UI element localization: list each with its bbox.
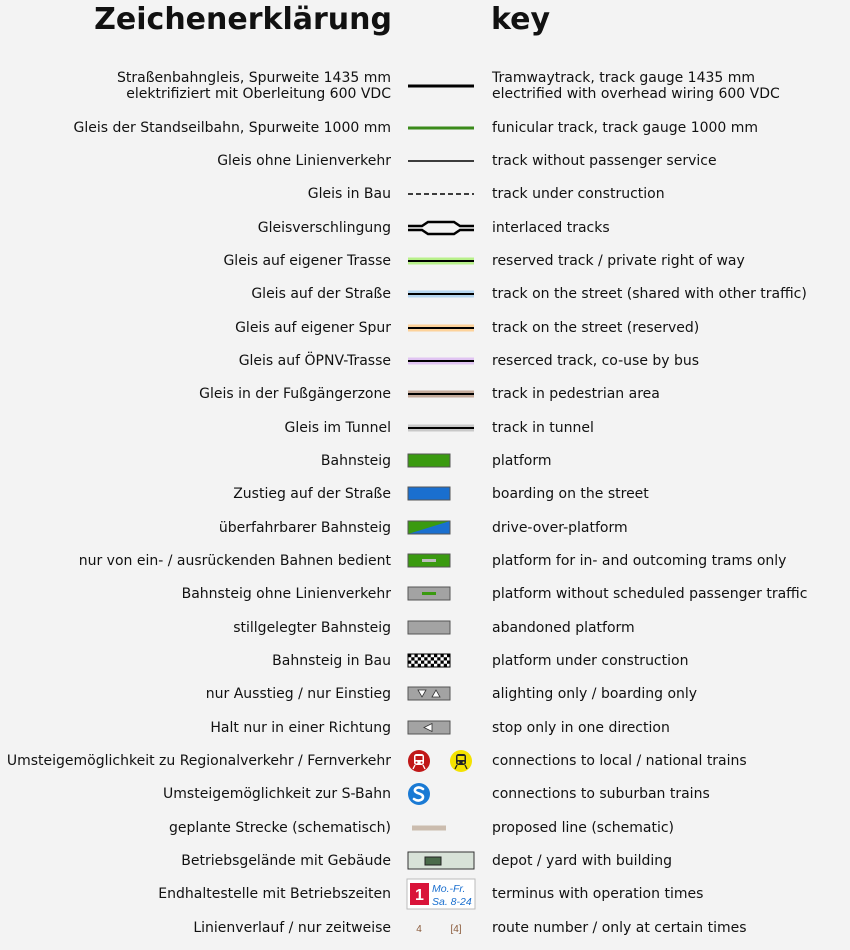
label-german <box>219 520 391 536</box>
label-german <box>181 853 391 869</box>
label-english <box>492 253 745 269</box>
legend-row <box>0 448 850 474</box>
label-german <box>233 486 391 502</box>
label-english-line: connections to suburban trains <box>492 786 710 802</box>
track-under-construction-icon <box>406 181 476 207</box>
label-german <box>235 320 391 336</box>
label-german <box>182 586 391 602</box>
label-english <box>492 153 717 169</box>
legend-row <box>0 781 850 807</box>
label-german-line: Linienverlauf / nur zeitweise <box>193 920 391 936</box>
title-english: key <box>491 2 551 37</box>
label-english-line: track in pedestrian area <box>492 386 660 402</box>
label-german <box>308 186 391 202</box>
label-german <box>210 720 391 736</box>
funicular-track-icon <box>406 115 476 141</box>
label-english <box>492 520 628 536</box>
label-german <box>79 553 391 569</box>
legend-row <box>0 581 850 607</box>
label-german <box>158 886 391 902</box>
legend-row <box>0 715 850 741</box>
legend-row <box>0 148 850 174</box>
legend-row <box>0 815 850 841</box>
label-english-line: boarding on the street <box>492 486 649 502</box>
label-english-line: drive-over-platform <box>492 520 628 536</box>
label-english <box>492 753 747 769</box>
route-number-regular: 4 <box>416 924 422 935</box>
terminus-times-icon <box>406 881 476 907</box>
route-number-partial: [4] <box>450 924 462 935</box>
label-german <box>117 70 391 102</box>
legend-row <box>0 248 850 274</box>
label-english <box>492 220 610 236</box>
label-english-line: alighting only / boarding only <box>492 686 698 702</box>
platform-icon <box>406 448 476 474</box>
label-english-line: platform <box>492 453 552 469</box>
label-english-line: stop only in one direction <box>492 720 670 736</box>
label-german <box>233 620 391 636</box>
legend-row <box>0 415 850 441</box>
bus-shared-track-icon <box>406 348 476 374</box>
label-german <box>284 420 391 436</box>
label-german-line: geplante Strecke (schematisch) <box>169 820 391 836</box>
legend-row <box>0 348 850 374</box>
legend-row <box>0 881 850 907</box>
label-english-line: reserved track / private right of way <box>492 253 745 269</box>
label-german <box>193 920 391 936</box>
label-german-line: Halt nur in einer Richtung <box>210 720 391 736</box>
label-german-line: Bahnsteig in Bau <box>272 653 391 669</box>
label-english <box>492 186 665 202</box>
label-german <box>223 253 391 269</box>
reserved-track-icon <box>406 248 476 274</box>
label-german <box>239 353 391 369</box>
route-number-icon <box>406 915 476 941</box>
label-german-line: Gleis der Standseilbahn, Spurweite 1000 mm <box>73 120 391 136</box>
label-german <box>74 120 391 136</box>
label-english-line: track in tunnel <box>492 420 594 436</box>
terminus-times-saturday: Sa. 8-24 <box>432 896 472 908</box>
label-english-line: connections to local / national trains <box>492 753 747 769</box>
street-boarding-icon <box>406 481 476 507</box>
label-english-line: electrified with overhead wiring 600 VDC <box>492 86 780 102</box>
label-german <box>321 453 391 469</box>
label-english-line: terminus with operation times <box>492 886 704 902</box>
label-english <box>492 386 660 402</box>
depot-building-icon <box>406 848 476 874</box>
label-german-line: Gleis ohne Linienverkehr <box>217 153 391 169</box>
label-english-line: Tramwaytrack, track gauge 1435 mm <box>492 70 756 86</box>
label-english-line: funicular track, track gauge 1000 mm <box>492 120 759 136</box>
label-english-line: abandoned platform <box>492 620 635 636</box>
legend-row <box>0 181 850 207</box>
interlaced-tracks-icon <box>406 215 476 241</box>
label-german-line: Gleis im Tunnel <box>284 420 391 436</box>
label-english <box>492 886 703 902</box>
label-english-line: track on the street (reserved) <box>492 320 700 336</box>
one-direction-stop-icon <box>406 715 476 741</box>
label-german-line: elektrifiziert mit Oberleitung 600 VDC <box>126 86 391 102</box>
depot-trams-platform-icon <box>406 548 476 574</box>
label-german <box>7 753 391 769</box>
regional-national-train-icon <box>406 748 476 774</box>
label-german-line: stillgelegter Bahnsteig <box>233 620 391 636</box>
legend-row <box>0 115 850 141</box>
label-english-line: track without passenger service <box>492 153 717 169</box>
label-german-line: Zustieg auf der Straße <box>233 486 391 502</box>
label-german-line: Betriebsgelände mit Gebäude <box>181 853 391 869</box>
label-german-line: Gleis auf eigener Spur <box>235 320 391 336</box>
track-without-service-icon <box>406 148 476 174</box>
legend-row <box>0 281 850 307</box>
legend-row <box>0 381 850 407</box>
label-german-line: nur von ein- / ausrückenden Bahnen bedient <box>78 553 391 569</box>
label-english <box>492 70 780 102</box>
label-english <box>492 820 674 836</box>
label-english-line: depot / yard with building <box>492 853 672 869</box>
label-german-line: nur Ausstieg / nur Einstieg <box>205 686 391 702</box>
label-german <box>199 386 391 402</box>
label-german <box>251 286 391 302</box>
label-german <box>217 153 391 169</box>
label-german <box>258 220 391 236</box>
label-english <box>492 286 807 302</box>
label-german <box>163 786 391 802</box>
label-english <box>492 586 807 602</box>
label-german <box>272 653 391 669</box>
legend-row <box>0 315 850 341</box>
label-german-line: Bahnsteig ohne Linienverkehr <box>181 586 391 602</box>
s-bahn-icon <box>406 781 476 807</box>
legend-row <box>0 848 850 874</box>
legend-row <box>0 615 850 641</box>
legend-row <box>0 515 850 541</box>
legend-row <box>0 548 850 574</box>
label-english-line: platform under construction <box>492 653 689 669</box>
label-german-line: Gleis in der Fußgängerzone <box>199 386 391 402</box>
legend-row <box>0 648 850 674</box>
legend-row <box>0 68 850 104</box>
label-german-line: Gleis in Bau <box>307 186 391 202</box>
label-english <box>492 786 710 802</box>
legend-row <box>0 748 850 774</box>
legend-row <box>0 481 850 507</box>
label-german-line: überfahrbarer Bahnsteig <box>218 520 391 536</box>
label-english <box>492 720 670 736</box>
alighting-boarding-icon <box>406 681 476 707</box>
label-english <box>492 620 635 636</box>
label-german-line: Bahnsteig <box>320 453 391 469</box>
label-german-line: Straßenbahngleis, Spurweite 1435 mm <box>117 70 391 86</box>
label-english <box>492 853 672 869</box>
label-english-line: reserced track, co-use by bus <box>492 353 700 369</box>
label-german-line: Gleis auf der Straße <box>251 286 391 302</box>
label-english-line: interlaced tracks <box>492 220 610 236</box>
label-english <box>492 120 758 136</box>
proposed-line-icon <box>406 815 476 841</box>
legend-row <box>0 215 850 241</box>
abandoned-platform-icon <box>406 615 476 641</box>
platform-under-construction-icon <box>406 648 476 674</box>
title-german: Zeichenerklärung <box>94 2 392 37</box>
label-english-line: route number / only at certain times <box>492 920 747 936</box>
drive-over-platform-icon <box>406 515 476 541</box>
label-english-line: platform for in- and outcoming trams only <box>492 553 787 569</box>
label-german-line: Endhaltestelle mit Betriebszeiten <box>158 886 391 902</box>
label-english <box>492 553 786 569</box>
label-english-line: platform without scheduled passenger traffic <box>492 586 808 602</box>
label-german <box>206 686 391 702</box>
terminus-times-weekday: Mo.-Fr. <box>432 883 466 895</box>
label-english-line: track on the street (shared with other traffic) <box>492 286 807 302</box>
label-english <box>492 353 699 369</box>
label-english-line: proposed line (schematic) <box>492 820 675 836</box>
legend-row <box>0 681 850 707</box>
terminus-number: 1 <box>415 887 424 904</box>
tram-track-icon <box>406 73 476 99</box>
label-english <box>492 320 699 336</box>
label-english <box>492 486 649 502</box>
label-english-line: track under construction <box>492 186 665 202</box>
label-english <box>492 453 552 469</box>
tunnel-track-icon <box>406 415 476 441</box>
label-english <box>492 686 697 702</box>
label-english <box>492 920 747 936</box>
label-english <box>492 653 688 669</box>
street-track-icon <box>406 281 476 307</box>
label-german-line: Gleis auf eigener Trasse <box>223 253 391 269</box>
label-german <box>169 820 391 836</box>
legend-row <box>0 915 850 941</box>
label-german-line: Umsteigemöglichkeit zu Regionalverkehr / Fernverkehr <box>6 753 391 769</box>
label-german-line: Gleis auf ÖPNV-Trasse <box>238 353 391 369</box>
label-german-line: Umsteigemöglichkeit zur S-Bahn <box>163 786 391 802</box>
label-german-line: Gleisverschlingung <box>257 220 391 236</box>
own-lane-track-icon <box>406 315 476 341</box>
pedestrian-zone-track-icon <box>406 381 476 407</box>
unscheduled-platform-icon <box>406 581 476 607</box>
label-english <box>492 420 594 436</box>
